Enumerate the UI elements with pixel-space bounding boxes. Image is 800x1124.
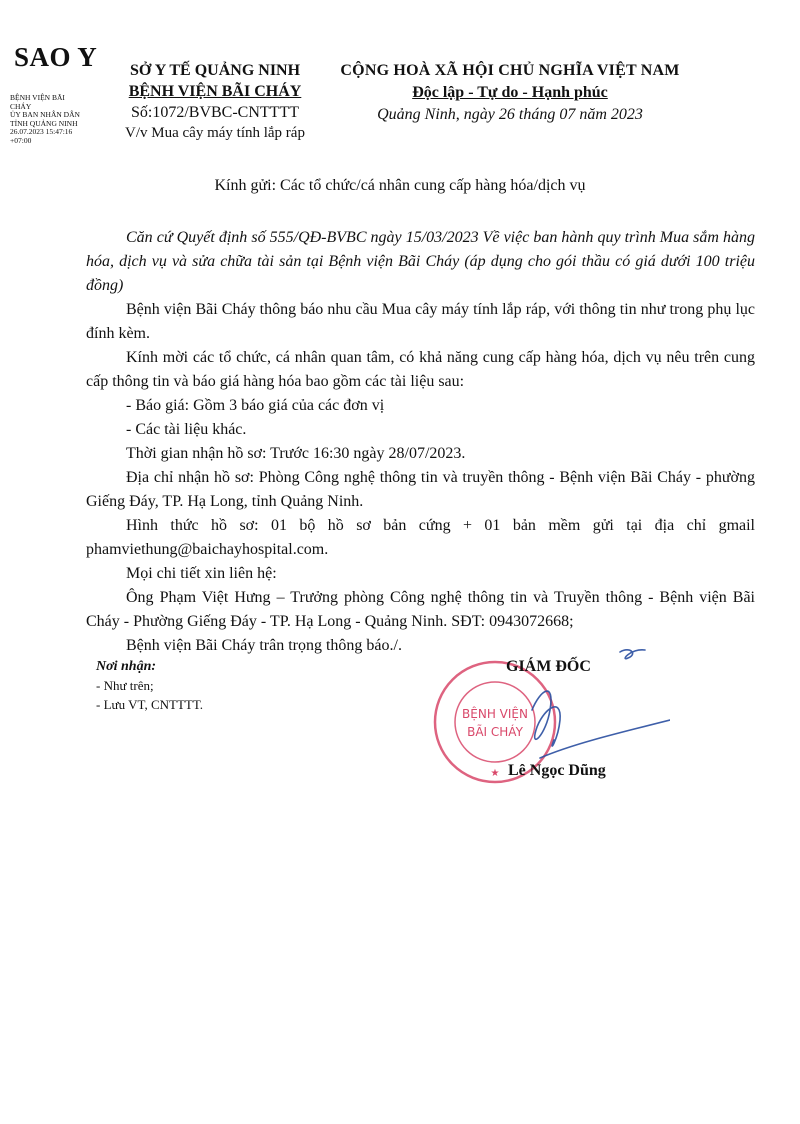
department-name: SỞ Y TẾ QUẢNG NINH bbox=[129, 62, 301, 79]
submission-address: Địa chỉ nhận hồ sơ: Phòng Công nghệ thông tin và truyền thông - Bệnh viện Bãi Cháy - phường Giếng Đáy, TP. Hạ Long, tỉnh Quảng Ninh. bbox=[86, 469, 755, 510]
document-subject: V/v Mua cây máy tính lắp ráp bbox=[125, 125, 305, 141]
seal-text: BỆNH VIỆN bbox=[462, 707, 528, 721]
national-header bbox=[330, 60, 690, 126]
nation-title: CỘNG HOÀ XÃ HỘI CHỦ NGHĨA VIỆT NAM bbox=[340, 62, 680, 79]
document-body bbox=[86, 226, 755, 658]
digital-signature-stamp bbox=[10, 94, 110, 145]
deadline: Thời gian nhận hồ sơ: Trước 16:30 ngày 28/07/2023. bbox=[126, 445, 466, 462]
recipients-block bbox=[96, 657, 203, 714]
recipient-item: - Lưu VT, CNTTTT. bbox=[96, 697, 204, 712]
contact-intro: Mọi chi tiết xin liên hệ: bbox=[126, 565, 277, 582]
closing-line: Bệnh viện Bãi Cháy trân trọng thông báo./. bbox=[126, 637, 402, 654]
seal-text: BÃI CHÁY bbox=[467, 725, 523, 739]
list-item: - Báo giá: Gồm 3 báo giá của các đơn vị bbox=[126, 397, 385, 414]
notice-paragraph: Bệnh viện Bãi Cháy thông báo nhu cầu Mua cây máy tính lắp ráp, với thông tin như trong phụ lục đính kèm. bbox=[86, 301, 755, 342]
submission-form: Hình thức hồ sơ: 01 bộ hồ sơ bản cứng + 01 bản mềm gửi tại địa chỉ gmail phamviethung@baichayhospital.com. bbox=[86, 517, 755, 558]
hospital-name: BỆNH VIỆN BÃI CHÁY bbox=[128, 83, 302, 100]
issue-date: Quảng Ninh, ngày 26 tháng 07 năm 2023 bbox=[377, 106, 643, 123]
invitation-paragraph: Kính mời các tổ chức, cá nhân quan tâm, có khả năng cung cấp hàng hóa, dịch vụ nêu trên cung cấp thông tin và báo giá hàng hóa bao gồm các tài liệu sau: bbox=[86, 349, 755, 390]
seal-star-icon: ★ bbox=[490, 768, 500, 779]
stamp-line: +07:00 bbox=[10, 135, 32, 145]
stamp-line: 26.07.2023 15:47:16 bbox=[10, 127, 73, 136]
issuer-header bbox=[110, 60, 320, 144]
national-motto: Độc lập - Tự do - Hạnh phúc bbox=[412, 84, 608, 101]
stamp-line: CHÁY bbox=[10, 101, 32, 111]
list-item: - Các tài liệu khác. bbox=[126, 421, 247, 438]
signer-name: Lê Ngọc Dũng bbox=[508, 762, 606, 779]
contact-details: Ông Phạm Việt Hưng – Trưởng phòng Công nghệ thông tin và Truyền thông - Bệnh viện Bãi Cháy - Phường Giếng Đáy - TP. Hạ Long - Quảng Ninh. SĐT: 0943072668; bbox=[86, 589, 755, 630]
recipients-title: Nơi nhận: bbox=[96, 659, 157, 674]
stamp-line: BỆNH VIỆN BÃI bbox=[10, 93, 65, 102]
copy-mark: SAO Y bbox=[14, 42, 98, 72]
recipient-item: - Như trên; bbox=[96, 678, 154, 693]
document-number: Số:1072/BVBC-CNTTTT bbox=[130, 104, 299, 121]
greeting: Kính gửi: Các tổ chức/cá nhân cung cấp hàng hóa/dịch vụ bbox=[214, 177, 586, 194]
legal-basis: Căn cứ Quyết định số 555/QĐ-BVBC ngày 15/03/2023 Về việc ban hành quy trình Mua sắm hàng hóa, dịch vụ và sửa chữa tài sản tại Bệnh viện Bãi Cháy (áp dụng cho gói thầu có giá dưới 100 triệu đồng) bbox=[86, 229, 755, 294]
stamp-line: ỦY BAN NHÂN DÂN bbox=[10, 110, 80, 119]
stamp-line: TỈNH QUẢNG NINH bbox=[10, 118, 78, 128]
signer-title: GIÁM ĐỐC bbox=[506, 658, 591, 675]
